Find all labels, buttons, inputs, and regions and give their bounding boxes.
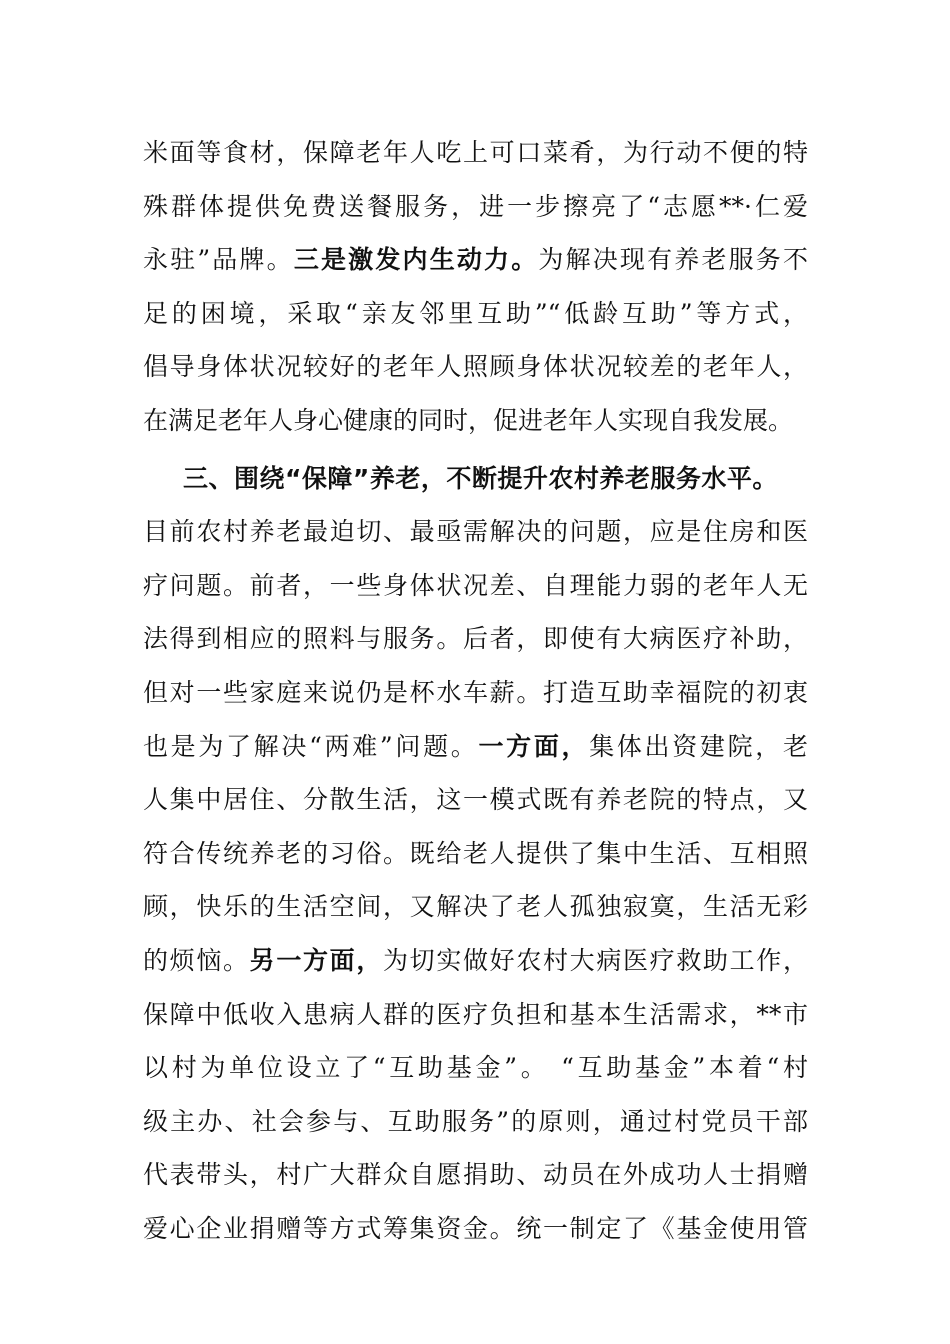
text-run: 疗问题。前者，一些身体状况差、自理能力弱的老年人无 — [143, 570, 808, 600]
text-run: 目前农村养老最迫切、最亟需解决的问题，应是住房和医 — [143, 517, 808, 547]
text-run: 人集中居住、分散生活，这一模式既有养老院的特点，又 — [143, 785, 808, 815]
bold-phrase: 另一方面， — [249, 945, 383, 975]
text-line — [143, 184, 808, 238]
text-line — [143, 130, 808, 184]
text-line — [143, 1152, 808, 1206]
text-line — [143, 563, 808, 617]
text-line — [143, 237, 808, 291]
text-run: 保障中低收入患病人群的医疗负担和基本生活需求，**市 — [143, 999, 808, 1029]
text-run: 也是为了解决“两难”问题。 — [143, 731, 479, 761]
text-run: 足的困境，采取“亲友邻里互助”“低龄互助”等方式， — [143, 298, 808, 328]
text-run: 顾，快乐的生活空间，又解决了老人孤独寂寞，生活无彩 — [143, 892, 808, 922]
text-line — [143, 724, 808, 778]
text-line — [143, 777, 808, 831]
text-run: 代表带头，村广大群众自愿捐助、动员在外成功人士捐赠 — [143, 1160, 808, 1190]
text-line — [143, 884, 808, 938]
text-line — [143, 509, 808, 563]
text-run: 爱心企业捐赠等方式筹集资金。统一制定了《基金使用管 — [143, 1213, 808, 1243]
text-run: 但对一些家庭来说仍是杯水车薪。打造互助幸福院的初衷 — [143, 677, 808, 707]
text-line — [143, 992, 808, 1046]
bold-phrase: 一方面， — [478, 731, 590, 761]
text-run: 集体出资建院，老 — [589, 731, 808, 761]
text-run: 殊群体提供免费送餐服务，进一步擦亮了“志愿**·仁爱 — [143, 191, 808, 221]
text-line — [143, 1045, 808, 1099]
text-line — [143, 398, 808, 452]
text-line — [143, 291, 808, 345]
text-line — [143, 344, 808, 398]
text-run: 为解决现有养老服务不 — [538, 245, 808, 275]
text-run: 在满足老年人身心健康的同时，促进老年人实现自我发展。 — [143, 405, 794, 435]
text-run: 符合传统养老的习俗。既给老人提供了集中生活、互相照 — [143, 838, 808, 868]
text-run: 为切实做好农村大病医疗救助工作， — [383, 945, 808, 975]
document-body-text — [143, 130, 808, 1259]
text-run: 的烦恼。 — [143, 945, 250, 975]
text-line — [143, 616, 808, 670]
bold-phrase: 三是激发内生动力。 — [293, 245, 539, 275]
text-run: 永驻”品牌。 — [143, 245, 294, 275]
text-run: 米面等食材，保障老年人吃上可口菜肴，为行动不便的特 — [143, 138, 808, 167]
bold-phrase: 三、围绕“保障”养老，不断提升农村养老服务水平。 — [183, 463, 778, 493]
text-run: 倡导身体状况较好的老年人照顾身体状况较差的老年人， — [143, 352, 808, 382]
text-line — [143, 938, 808, 992]
text-line — [143, 1206, 808, 1260]
text-line — [143, 1099, 808, 1153]
text-line — [143, 831, 808, 885]
text-run: 以村为单位设立了“互助基金”。 “互助基金”本着“村 — [143, 1053, 808, 1083]
text-line — [143, 670, 808, 724]
text-run: 级主办、社会参与、互助服务”的原则，通过村党员干部 — [143, 1106, 808, 1136]
text-run: 法得到相应的照料与服务。后者，即使有大病医疗补助， — [143, 624, 808, 654]
section-heading — [143, 456, 808, 510]
